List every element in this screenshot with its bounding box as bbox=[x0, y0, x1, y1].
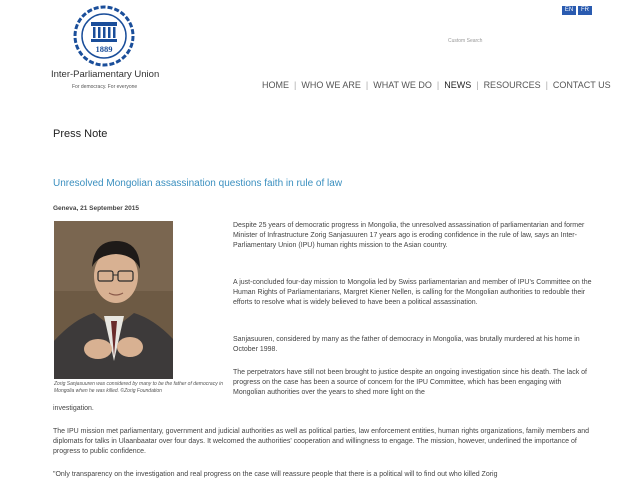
nav-who-we-are[interactable]: WHO WE ARE bbox=[301, 80, 361, 90]
nav-what-we-do[interactable]: WHAT WE DO bbox=[373, 80, 432, 90]
nav-divider: | bbox=[294, 80, 297, 90]
nav-divider: | bbox=[545, 80, 548, 90]
article-paragraph: Sanjasuuren, considered by many as the father of democracy in Mongolia, was brutally murdered at his home in October 1998. bbox=[233, 336, 580, 353]
nav-divider: | bbox=[436, 80, 440, 90]
main-nav bbox=[262, 80, 611, 90]
logo-year: 1889 bbox=[95, 44, 113, 54]
nav-divider: | bbox=[365, 80, 369, 90]
article-paragraph: investigation. bbox=[53, 405, 94, 412]
org-name: Inter-Parliamentary Union bbox=[51, 69, 160, 80]
article-paragraph: "Only transparency on the investigation and real progress on the case will reassure people that there is a political will to find out who killed Zorig bbox=[53, 471, 498, 478]
article-paragraph: The IPU mission met parliamentary, government and judicial authorities as well as political parties, law enforcement entities, human rights organizations, family members and diplomats for talks in Ulaanbaatar over four days. It welcomed the authorities' cooperation and willingness to engage. The mission, however, underlined the importance of progress to public confidence. bbox=[53, 428, 590, 455]
nav-home[interactable]: HOME bbox=[262, 80, 289, 90]
ipu-logo[interactable] bbox=[72, 4, 136, 68]
org-tagline: For democracy. For everyone bbox=[72, 84, 138, 90]
article-headline: Unresolved Mongolian assassination questions faith in rule of law bbox=[53, 178, 343, 189]
nav-contact-us[interactable]: CONTACT US bbox=[552, 80, 611, 90]
language-fr-button[interactable]: FR bbox=[578, 6, 592, 15]
page-title: Press Note bbox=[53, 128, 108, 140]
article-paragraph: A just-concluded four-day mission to Mongolia led by Swiss parliamentarian and member of IPU's Committee on the Human Rights of Parliamentarians, Margret Kiener Nellen, is calling for the Mongolian authorities to redouble their efforts to resolve what is widely believed to have been a political assassination. bbox=[233, 279, 592, 306]
nav-divider: | bbox=[476, 80, 479, 90]
article-paragraph: The perpetrators have still not been brought to justice despite an ongoing investigation since his death. The lack of progress on the case has been a source of concern for the IPU Committee, which has been engaging with Mongolian authorities over the years to shed more light on the bbox=[233, 369, 587, 396]
article-dateline: Geneva, 21 September 2015 bbox=[53, 205, 139, 212]
language-en-button[interactable]: EN bbox=[562, 6, 576, 15]
article-photo bbox=[54, 221, 173, 379]
search-input[interactable]: Custom Search bbox=[448, 38, 483, 44]
photo-caption: Zorig Sanjasuuren was considered by many to be the father of democracy in Mongolia when he was killed. ©Zorig Foundation bbox=[54, 381, 223, 394]
nav-news[interactable]: NEWS bbox=[444, 80, 472, 90]
article-paragraph: Despite 25 years of democratic progress in Mongolia, the unresolved assassination of parliamentarian and former Minister of Infrastructure Zorig Sanjasuuren 17 years ago is eroding confidence in the rule of law, says an Inter-Parliamentary Union (IPU) human rights mission to the Asian country. bbox=[233, 222, 585, 249]
nav-resources[interactable]: RESOURCES bbox=[483, 80, 541, 90]
